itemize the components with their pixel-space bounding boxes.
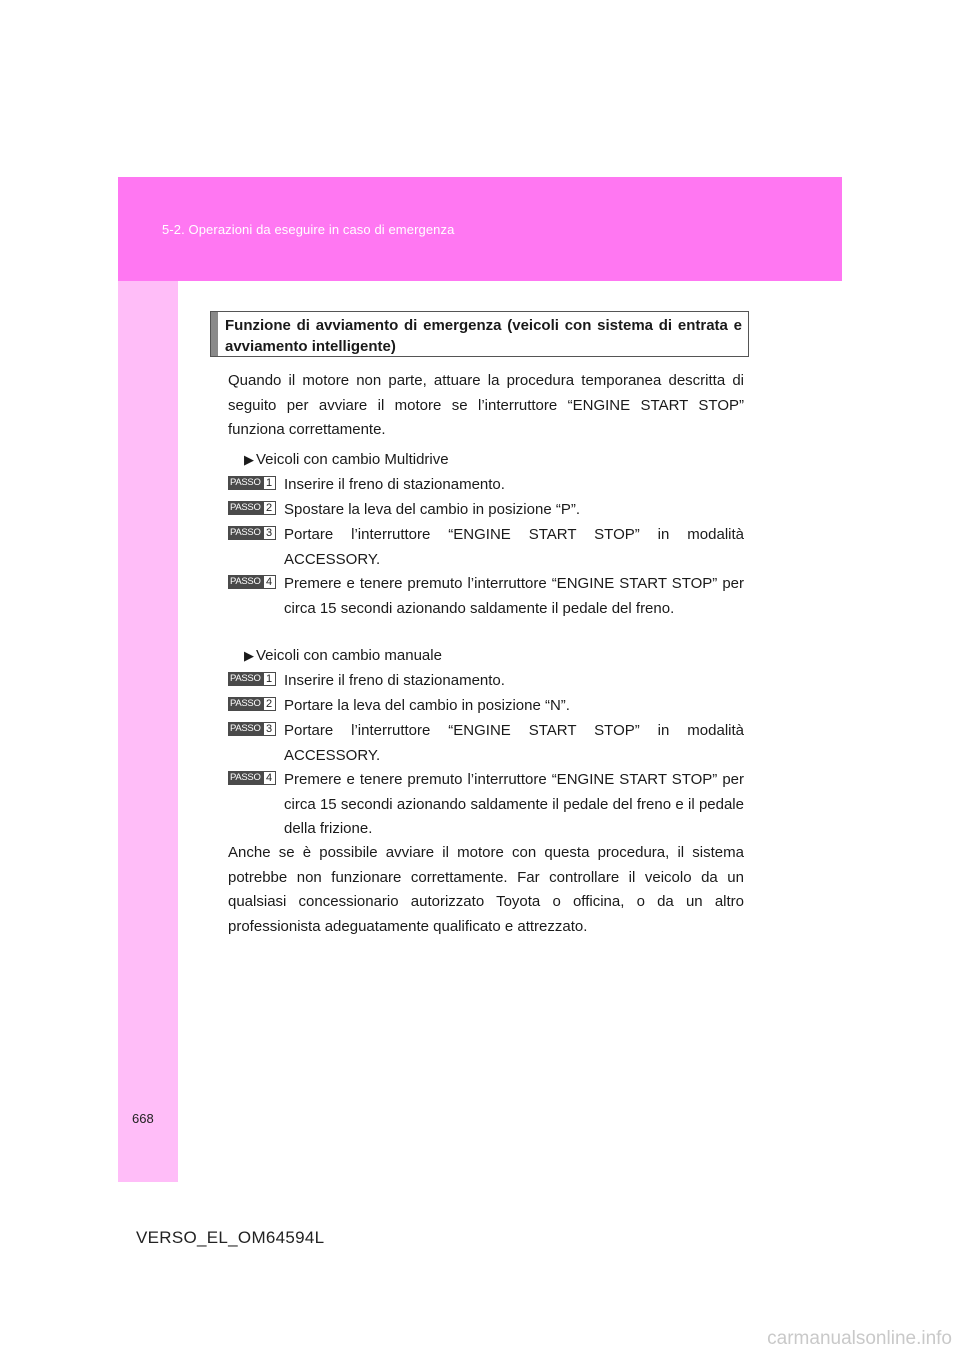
step-text: Portare l’interruttore “ENGINE START STOP” in modalità ACCESSORY. [284, 722, 744, 764]
triangle-bullet-icon: ▶ [244, 648, 254, 663]
step-item [228, 572, 744, 621]
variant-heading [244, 646, 442, 666]
step-text: Premere e tenere premuto l’interruttore “ENGINE START STOP” per circa 15 secondi azionando saldamente il pedale del freno. [284, 575, 744, 617]
step-number: 2 [263, 501, 276, 515]
variant-title: Veicoli con cambio manuale [256, 647, 442, 664]
step-item [228, 498, 744, 523]
footer-document-code: VERSO_EL_OM64594L [136, 1228, 325, 1247]
intro-paragraph: Quando il motore non parte, attuare la procedura temporanea descritta di seguito per avviare il motore se l’interruttore “ENGINE START STOP” funziona correttamente. [228, 372, 744, 438]
step-text: Premere e tenere premuto l’interruttore “ENGINE START STOP” per circa 15 secondi azionando saldamente il pedale del freno e il pedale della frizione. [284, 771, 744, 837]
step-label: PASSO [230, 527, 261, 538]
step-badge [228, 476, 276, 490]
step-text: Inserire il freno di stazionamento. [284, 476, 505, 493]
variant-title: Veicoli con cambio Multidrive [256, 451, 449, 468]
step-number: 2 [263, 697, 276, 711]
step-label: PASSO [230, 723, 261, 734]
step-label: PASSO [230, 673, 261, 684]
step-badge [228, 722, 276, 736]
step-number: 1 [263, 672, 276, 686]
step-item [228, 719, 744, 768]
step-number: 4 [263, 771, 276, 785]
step-number: 4 [263, 575, 276, 589]
step-badge [228, 697, 276, 711]
watermark: carmanualsonline.info [767, 1328, 952, 1349]
step-badge [228, 526, 276, 540]
step-badge [228, 575, 276, 589]
step-item [228, 473, 744, 498]
section-title-box [210, 311, 749, 357]
step-number: 3 [263, 526, 276, 540]
step-badge [228, 672, 276, 686]
step-label: PASSO [230, 772, 261, 783]
step-text: Spostare la leva del cambio in posizione “P”. [284, 501, 580, 518]
step-label: PASSO [230, 502, 261, 513]
variant-heading [244, 450, 449, 470]
step-label: PASSO [230, 576, 261, 587]
step-text: Portare la leva del cambio in posizione “N”. [284, 697, 570, 714]
section-title-bar [211, 312, 218, 356]
triangle-bullet-icon: ▶ [244, 452, 254, 467]
side-band [118, 281, 178, 1182]
closing-paragraph: Anche se è possibile avviare il motore con questa procedura, il sistema potrebbe non funzionare correttamente. Far controllare il veicolo da un qualsiasi concessionario autorizzato Toyota o officina, o da un altro professionista adeguatamente qualificato e attrezzato. [228, 844, 744, 935]
step-badge [228, 771, 276, 785]
step-badge [228, 501, 276, 515]
step-item [228, 768, 744, 842]
step-item [228, 694, 744, 719]
step-text: Portare l’interruttore “ENGINE START STOP” in modalità ACCESSORY. [284, 526, 744, 568]
step-item [228, 669, 744, 694]
step-label: PASSO [230, 698, 261, 709]
step-text: Inserire il freno di stazionamento. [284, 672, 505, 689]
step-item [228, 523, 744, 572]
step-number: 3 [263, 722, 276, 736]
section-header: 5-2. Operazioni da eseguire in caso di emergenza [162, 222, 455, 237]
step-number: 1 [263, 476, 276, 490]
step-label: PASSO [230, 477, 261, 488]
page-number: 668 [132, 1111, 154, 1126]
section-title: Funzione di avviamento di emergenza (veicoli con sistema di entrata e avviamento intelligente) [225, 317, 742, 355]
